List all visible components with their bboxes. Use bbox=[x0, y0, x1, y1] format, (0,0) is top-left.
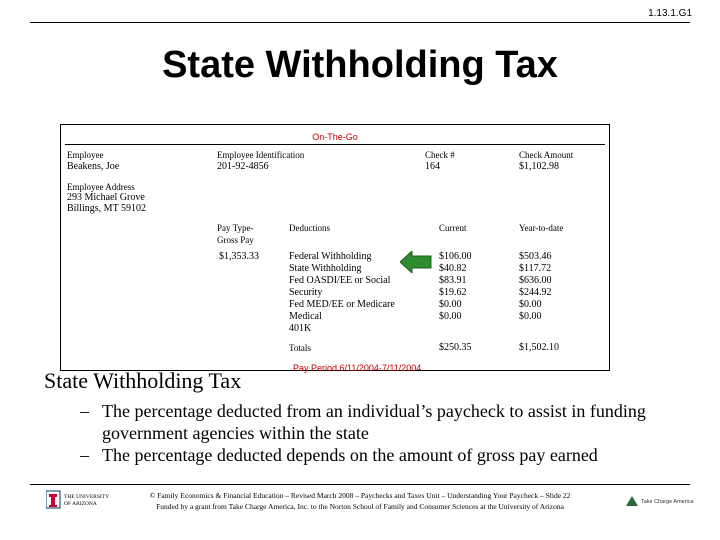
footer-line1: © Family Economics & Financial Education – Revised March 2008 – Paychecks and Taxes Unit – Understanding Your Paycheck – Slide 22 bbox=[149, 491, 571, 500]
address-line1: 293 Michael Grove bbox=[67, 192, 145, 203]
gross-pay-value: $1,353.33 bbox=[219, 251, 259, 262]
top-divider bbox=[30, 22, 690, 23]
current-label: Current bbox=[439, 223, 467, 233]
deductions-list: Federal Withholding State Withholding Fed OASDI/EE or Social Security Fed MED/EE or Medicare Medical 401K bbox=[289, 251, 395, 334]
bullet-item bbox=[80, 444, 680, 466]
slide-title: State Withholding Tax bbox=[162, 44, 558, 86]
bullet-list bbox=[80, 400, 680, 466]
address-line2: Billings, MT 59102 bbox=[67, 203, 146, 214]
university-logo bbox=[46, 490, 116, 515]
bullet-text: The percentage deducted from an individual’s paycheck to assist in funding government agencies within the state bbox=[102, 401, 646, 443]
stub-header-rule bbox=[65, 144, 605, 145]
bottom-divider bbox=[30, 484, 690, 485]
section-subtitle: State Withholding Tax bbox=[44, 368, 242, 393]
ytd-label: Year-to-date bbox=[519, 223, 564, 233]
employee-value: Beakens, Joe bbox=[67, 161, 120, 172]
check-number-label: Check # bbox=[425, 150, 455, 160]
pay-period: Pay Period 6/11/2004-7/11/2004 bbox=[293, 363, 422, 373]
footer-line2: Funded by a grant from Take Charge America, Inc. to the Norton School of Family and Consumer Sciences at the University of Arizona bbox=[156, 502, 564, 511]
totals-current: $250.35 bbox=[439, 342, 472, 353]
footer bbox=[110, 490, 610, 512]
totals-ytd: $1,502.10 bbox=[519, 342, 559, 353]
current-amounts: $106.00 $40.82 $83.91 $19.62 $0.00 $0.00 bbox=[439, 251, 472, 322]
left-arrow-icon bbox=[400, 251, 432, 273]
ytd-amounts: $503.46 $117.72 $636.00 $244.92 $0.00 $0.00 bbox=[519, 251, 552, 322]
take-charge-america-logo bbox=[624, 492, 696, 515]
check-amount-value: $1,102.98 bbox=[519, 161, 559, 172]
check-amount-label: Check Amount bbox=[519, 150, 574, 160]
check-number-value: 164 bbox=[425, 161, 440, 172]
employee-id-value: 201-92-4856 bbox=[217, 161, 269, 172]
employee-label: Employee bbox=[67, 150, 104, 160]
pay-type-label: Pay Type- Gross Pay bbox=[217, 223, 254, 245]
address-label: Employee Address bbox=[67, 182, 135, 192]
employee-id-label: Employee Identification bbox=[217, 150, 305, 160]
bullet-dash: – bbox=[80, 445, 89, 465]
bullet-item bbox=[80, 400, 680, 444]
pay-stub bbox=[60, 124, 610, 371]
stub-header: On-The-Go bbox=[312, 132, 358, 142]
logo-text-line2: OF ARIZONA bbox=[64, 501, 97, 507]
bullet-dash: – bbox=[80, 401, 89, 421]
right-logo-text: Take Charge America bbox=[641, 499, 694, 505]
slide-number: 1.13.1.G1 bbox=[648, 8, 692, 19]
logo-text-line1: THE UNIVERSITY bbox=[64, 494, 110, 500]
deductions-label: Deductions bbox=[289, 223, 330, 233]
bullet-text: The percentage deducted depends on the amount of gross pay earned bbox=[102, 445, 598, 465]
totals-label: Totals bbox=[289, 343, 311, 353]
